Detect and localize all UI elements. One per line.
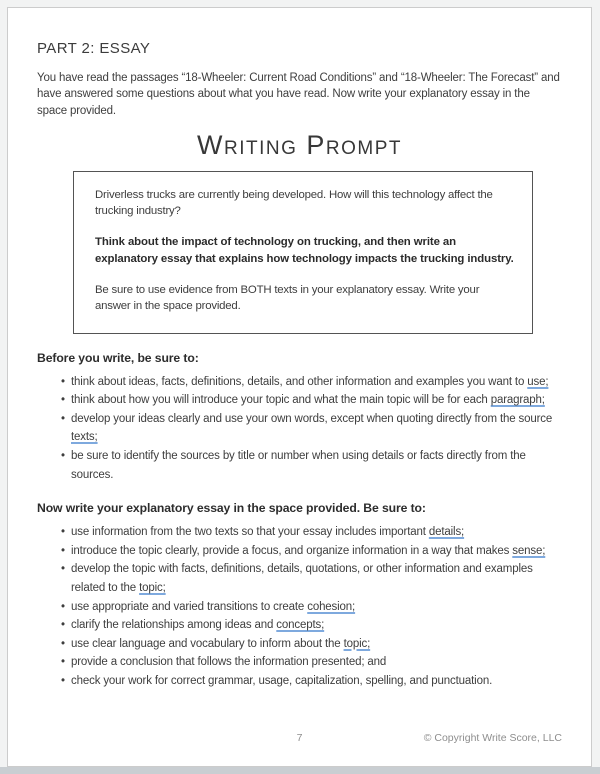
now-bullet-list <box>37 523 562 690</box>
copyright-text: © Copyright Write Score, LLC <box>423 732 562 744</box>
now-write-section <box>37 501 562 690</box>
underlined-term: sense; <box>512 544 546 557</box>
bullet-item <box>61 616 562 635</box>
document-page <box>7 7 592 767</box>
intro-paragraph: You have read the passages “18-Wheeler: Current Road Conditions” and “18-Wheeler: The Forecast” and have answered some questions about what you have read. Now write your explanatory essay in the space provided. <box>37 72 560 117</box>
now-section-heading: Now write your explanatory essay in the space provided. Be sure to: <box>37 501 426 516</box>
prompt-box <box>73 171 533 334</box>
bullet-item <box>61 598 562 617</box>
prompt-evidence-note: Be sure to use evidence from BOTH texts in your explanatory essay. Write your answer in the space provided. <box>95 284 480 313</box>
bullet-item <box>61 635 562 654</box>
bullet-text: use information from the two texts so that your essay includes important <box>71 526 429 539</box>
bullet-text: develop the topic with facts, definitions, details, quotations, or other information and examples related to the <box>71 563 533 595</box>
writing-prompt-heading: Writing Prompt <box>197 129 402 160</box>
underlined-term: details; <box>428 526 465 539</box>
bullet-item <box>61 523 562 542</box>
underlined-term: topic; <box>139 582 166 595</box>
bullet-text: clarify the relationships among ideas and <box>71 619 277 632</box>
page-number: 7 <box>296 732 303 744</box>
page-bottom-edge <box>0 767 600 774</box>
bullet-item <box>61 391 562 410</box>
bullet-item <box>61 653 562 672</box>
before-bullet-list <box>37 373 562 485</box>
bullet-item <box>61 447 562 484</box>
underlined-term: use; <box>527 375 549 388</box>
underlined-term: cohesion; <box>307 600 356 613</box>
bullet-text: develop your ideas clearly and use your own words, except when quoting directly from the source <box>71 412 553 425</box>
underlined-term: concepts; <box>276 619 325 632</box>
bullet-text: be sure to identify the sources by title or number when using details or facts directly from the sources. <box>71 450 526 481</box>
bullet-text: check your work for correct grammar, usage, capitalization, spelling, and punctuation. <box>71 674 493 687</box>
bullet-item <box>61 672 562 691</box>
bullet-item <box>61 542 562 561</box>
bullet-text: use clear language and vocabulary to inform about the <box>71 637 344 650</box>
page-footer <box>37 732 562 746</box>
bullet-item <box>61 373 562 392</box>
before-you-write-section <box>37 351 562 485</box>
bullet-item <box>61 560 562 597</box>
underlined-term: texts; <box>71 431 98 444</box>
bullet-item <box>61 410 562 447</box>
prompt-question: Driverless trucks are currently being developed. How will this technology affect the trucking industry? <box>95 188 493 218</box>
underlined-term: topic; <box>343 637 371 650</box>
bullet-text: use appropriate and varied transitions to create <box>71 600 308 613</box>
prompt-task-bold: Think about the impact of technology on trucking, and then write an explanatory essay that explains how technology impacts the trucking industry. <box>95 236 514 265</box>
bullet-text: provide a conclusion that follows the information presented; and <box>71 656 387 669</box>
bullet-text: think about ideas, facts, definitions, details, and other information and examples you want to <box>71 375 528 388</box>
bullet-text: introduce the topic clearly, provide a focus, and organize information in a way that makes <box>71 544 513 557</box>
before-section-heading: Before you write, be sure to: <box>37 350 199 365</box>
bullet-text: think about how you will introduce your topic and what the main topic will be for each <box>71 394 491 407</box>
underlined-term: paragraph; <box>490 394 545 407</box>
part-title: PART 2: ESSAY <box>37 40 151 57</box>
